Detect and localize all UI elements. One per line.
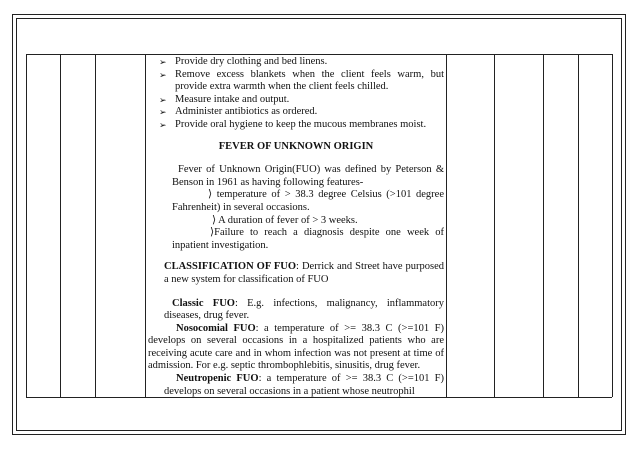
content-cell [148, 56, 444, 398]
table-top-rule [26, 54, 612, 55]
classification-paragraph: CLASSIFICATION OF FUO: Derrick and Street have purposed a new system for classification of FUO [164, 261, 445, 285]
fuo-type-classic: Classic FUO: E.g. infections, malignancy, inflammatory diseases, drug fever. [164, 297, 445, 322]
fuo-type-neutropenic: Neutropenic FUO: a temperature of >= 38.3 C (>=101 F) develops on several occasions in a patient whose neutrophil [164, 373, 445, 397]
feature-marker-icon: ⟩ [212, 214, 217, 226]
table-column-rule [60, 54, 61, 397]
table-column-rule [578, 54, 579, 397]
section-heading: FEVER OF UNKNOWN ORIGIN [218, 140, 374, 152]
table-column-rule [26, 54, 27, 397]
arrow-bullet-icon: ➢ [159, 69, 167, 80]
list-item: ➢ Provide dry clothing and bed linens. [159, 56, 328, 67]
table-column-rule [446, 54, 447, 397]
arrow-bullet-icon: ➢ [159, 57, 167, 67]
table-column-rule [145, 54, 146, 397]
list-item: ➢ Administer antibiotics as ordered. [159, 106, 318, 118]
feature-marker-icon: ⟩ [208, 189, 213, 201]
arrow-bullet-icon: ➢ [159, 119, 167, 130]
fuo-type-nosocomial: Nosocomial FUO: a temperature of >= 38.3 C (>=101 F) develops on several occasions in a hospitalized patients who are receiving acute care and in whom infection was not present at time of admission. For e.g. septic thrombophlebitis, sinusitis, drug fever. [148, 322, 444, 372]
feature-item: ⟩Failure to reach a diagnosis despite one week of inpatient investigation. [172, 227, 444, 251]
arrow-bullet-icon: ➢ [159, 94, 167, 105]
table-column-rule [95, 54, 96, 397]
feature-item: ⟩ A duration of fever of > 3 weeks. [212, 214, 358, 226]
classification-label: CLASSIFICATION OF FUO [164, 261, 297, 273]
table-column-rule [612, 54, 613, 397]
care-bullet-list [148, 56, 444, 132]
feature-item: ⟩ temperature of > 38.3 degree Celsius (>101 degree Fahrenheit) in several occasions. [172, 189, 445, 213]
table-column-rule [543, 54, 544, 397]
list-item: ➢ Remove excess blankets when the client feels warm, but provide extra warmth when the client feels chilled. [159, 68, 444, 93]
list-item: ➢ Measure intake and output. [159, 93, 290, 105]
table-column-rule [494, 54, 495, 397]
list-item: ➢ Provide oral hygiene to keep the mucous membranes moist. [159, 118, 427, 130]
arrow-bullet-icon: ➢ [159, 107, 167, 118]
feature-marker-icon: ⟩ [210, 227, 215, 239]
intro-paragraph: Fever of Unknown Origin(FUO) was defined by Peterson & Benson in 1961 as having following features- [172, 164, 444, 188]
